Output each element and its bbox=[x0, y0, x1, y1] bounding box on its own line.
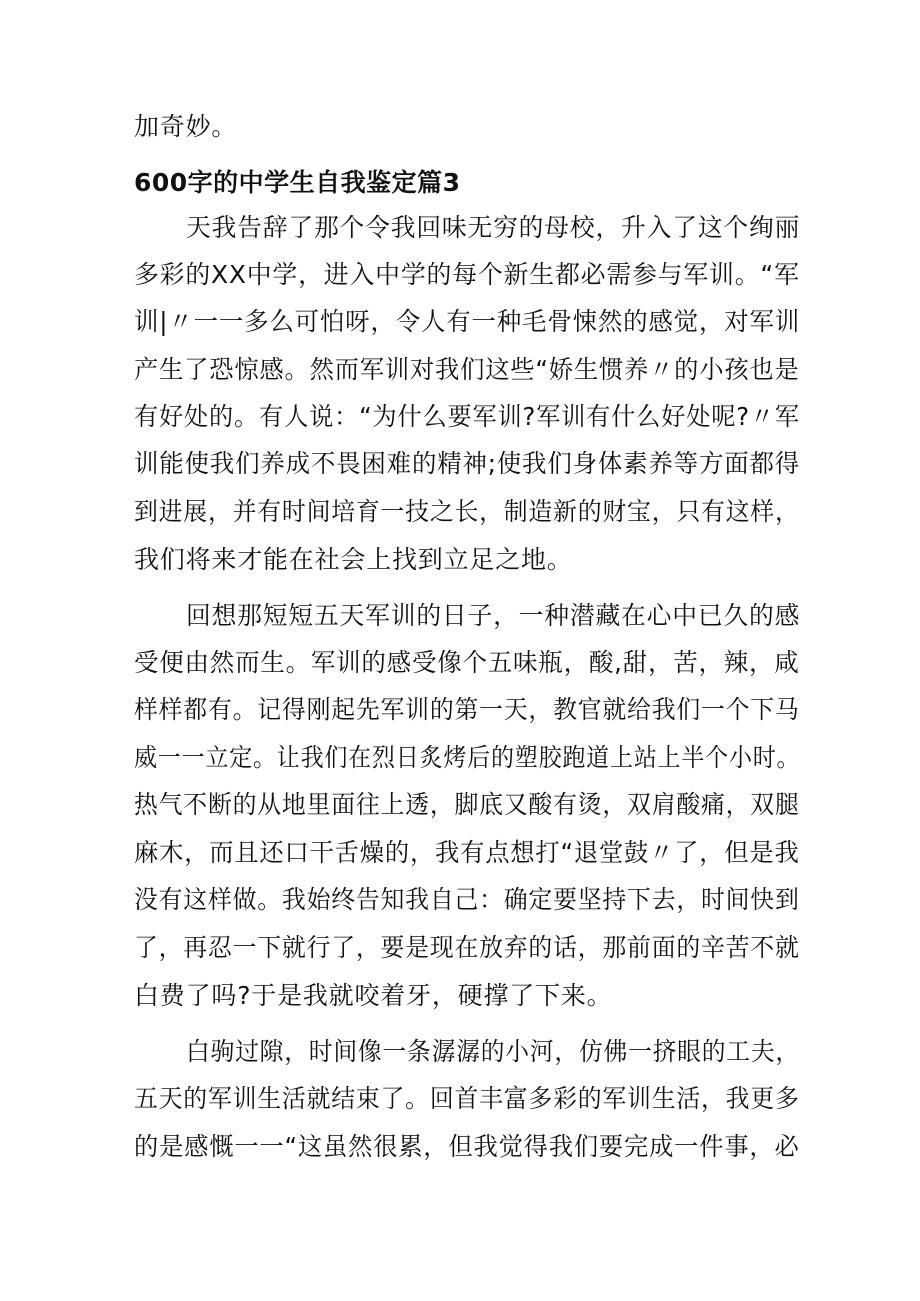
paragraph-1-line-2: 多彩的XX中学，进入中学的每个新生都必需参与军训。“军 bbox=[134, 260, 800, 289]
paragraph-2-line-7: 没有这样做。我始终告知我自己：确定要坚持下去，时间快到 bbox=[134, 885, 800, 914]
paragraph-2-line-4: 威一一立定。让我们在烈日炙烤后的塑胶跑道上站上半个小时。 bbox=[134, 743, 801, 772]
paragraph-2-line-1: 回想那短短五天军训的日子，一种潜藏在心中已久的感 bbox=[186, 601, 801, 630]
paragraph-3-line-3: 的是感慨一一“这虽然很累，但我觉得我们要完成一件事，必 bbox=[134, 1132, 800, 1161]
paragraph-2-line-9: 白费了吗?于是我就咬着牙，硬撑了下来。 bbox=[134, 981, 613, 1010]
paragraph-1-line-8: 我们将来才能在社会上找到立足之地。 bbox=[134, 545, 573, 574]
paragraph-1-line-3: 训|〃一一多么可怕呀，令人有一种毛骨悚然的感觉，对军训 bbox=[134, 307, 801, 336]
paragraph-2-line-6: 麻木，而且还口干舌燥的，我有点想打“退堂鼓〃了，但是我 bbox=[134, 838, 800, 867]
paragraph-2-line-8: 了，再忍一下就行了，要是现在放弃的话，那前面的辛苦不就 bbox=[134, 933, 800, 962]
lead-fragment: 加奇妙。 bbox=[134, 112, 238, 141]
paragraph-2-line-3: 样样都有。记得刚起先军训的第一天，教官就给我们一个下马 bbox=[134, 695, 800, 724]
paragraph-3-line-2: 五天的军训生活就结束了。回首丰富多彩的军训生活，我更多 bbox=[134, 1084, 800, 1113]
section-heading: 600字的中学生自我鉴定篇3 bbox=[134, 168, 461, 197]
paragraph-3-line-1: 白驹过隙，时间像一条潺潺的小河，仿佛一挤眼的工夫， bbox=[186, 1037, 800, 1066]
paragraph-1-line-4: 产生了恐惊感。然而军训对我们这些“娇生惯养〃的小孩也是 bbox=[134, 355, 800, 384]
paragraph-2-line-2: 受便由然而生。军训的感受像个五味瓶，酸,甜，苦，辣，咸 bbox=[134, 648, 800, 677]
paragraph-1-line-6: 训能使我们养成不畏困难的精神;使我们身体素养等方面都得 bbox=[134, 449, 801, 478]
paragraph-2-line-5: 热气不断的从地里面往上透，脚底又酸有烫，双肩酸痛，双腿 bbox=[134, 790, 800, 819]
paragraph-1-line-7: 到进展，并有时间培育一技之长，制造新的财宝，只有这样， bbox=[134, 497, 800, 526]
paragraph-1-line-5: 有好处的。有人说：“为什么要军训?军训有什么好处呢?〃军 bbox=[134, 402, 800, 431]
paragraph-1-line-1: 天我告辞了那个令我回味无穷的母校，升入了这个绚丽 bbox=[186, 213, 801, 242]
